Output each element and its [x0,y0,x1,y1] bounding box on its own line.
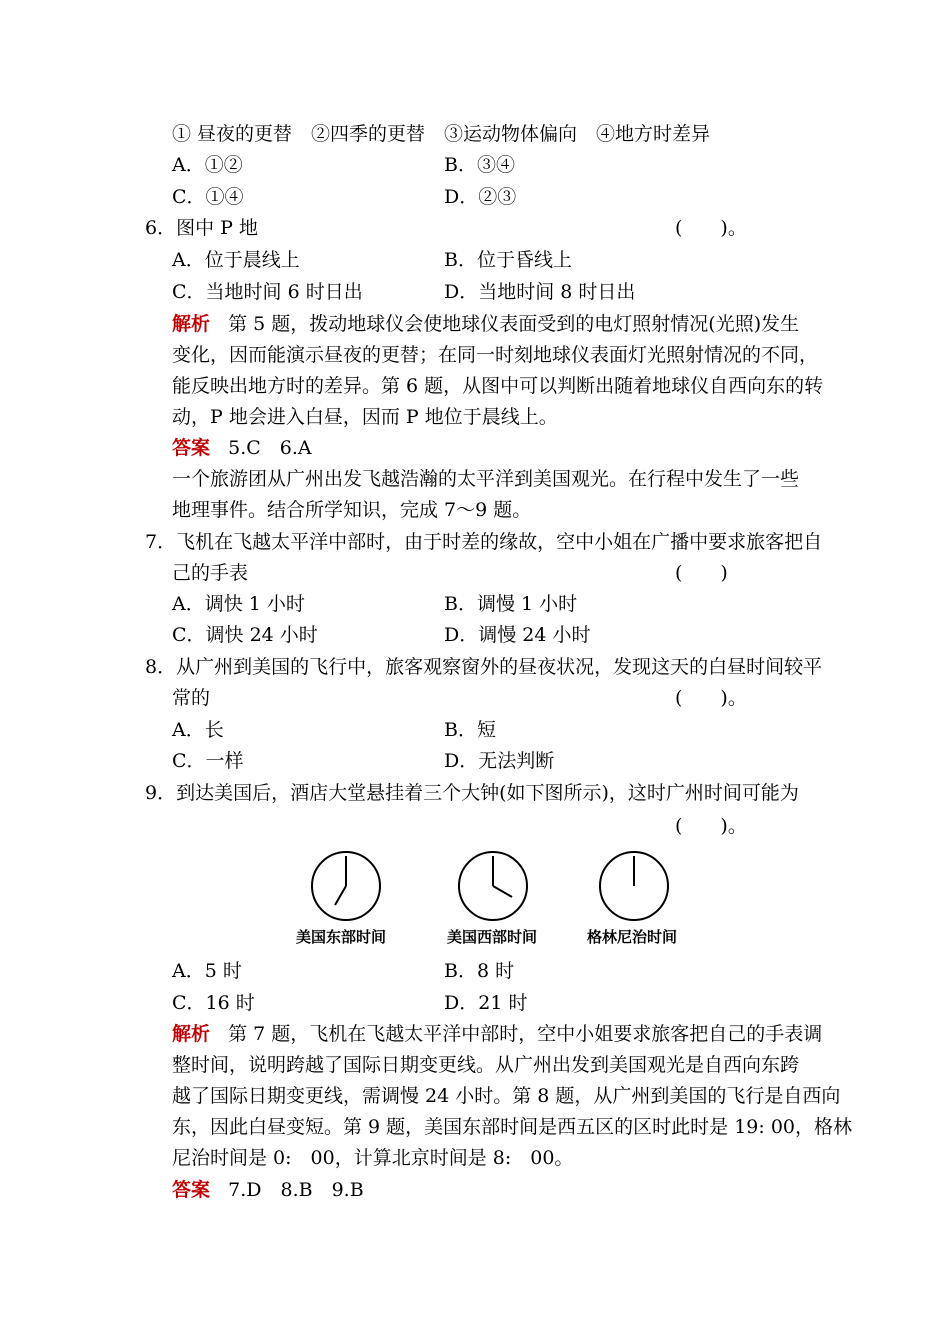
q9-option-c: C．16 时 [172,992,255,1014]
answer-2 [172,1178,364,1202]
clock-label-us-east: 美国东部时间 [296,928,387,946]
q9-option-b: B．8 时 [444,960,515,982]
answer-label: 答案 [172,437,211,459]
clock-face-us-west [455,848,531,924]
q7-option-c: C．调快 24 小时 [172,624,318,646]
q8-option-d: D．无法判断 [444,750,555,772]
clock-hour-hand [493,886,512,897]
analysis-2-line-5: 尼治时间是 0: 00，计算北京时间是 8: 00。 [172,1147,574,1169]
clock-hour-hand [335,886,346,905]
q6-option-d: D．当地时间 8 时日出 [444,281,636,303]
q5-option-b: B．③④ [444,154,515,176]
q5-items: ① 昼夜的更替 ②四季的更替 ③运动物体偏向 ④地方时差异 [172,123,711,145]
analysis-text: 第 5 题，拨动地球仪会使地球仪表面受到的电灯照射情况(光照)发生 [228,313,800,335]
q8-stem-line-2: 常的 [172,687,211,709]
q7-option-a: A．调快 1 小时 [172,593,305,615]
q7-option-b: B．调慢 1 小时 [444,593,578,615]
answer-text: 5.C 6.A [228,437,312,459]
q6-answer-blank: ( )。 [675,217,747,239]
clock-face-us-east [308,848,384,924]
analysis-1-line-1 [172,312,799,336]
clock-label-greenwich: 格林尼治时间 [587,928,678,946]
q6-option-a: A．位于晨线上 [172,249,300,271]
q7-answer-blank: ( ) [675,562,728,584]
q6-stem: 6．图中 P 地 [145,217,258,239]
analysis-2-line-4: 东，因此白昼变短。第 9 题，美国东部时间是西五区的区时此时是 19: 00，格林 [172,1116,853,1138]
analysis-label: 解析 [172,1023,211,1045]
intro-line-1: 一个旅游团从广州出发飞越浩瀚的太平洋到美国观光。在行程中发生了一些 [172,468,800,490]
q8-answer-blank: ( )。 [675,687,747,709]
q5-option-c: C．①④ [172,186,244,208]
intro-line-2: 地理事件。结合所学知识，完成 7～9 题。 [172,499,532,521]
analysis-label: 解析 [172,313,211,335]
clock-label-us-west: 美国西部时间 [447,928,538,946]
q5-option-d: D．②③ [444,186,517,208]
answer-label: 答案 [172,1179,211,1201]
analysis-1-line-4: 动，P 地会进入白昼，因而 P 地位于晨线上。 [172,406,558,428]
q8-option-b: B．短 [444,719,496,741]
analysis-2-line-2: 整时间，说明跨越了国际日期变更线。从广州出发到美国观光是自西向东跨 [172,1054,800,1076]
clock-us-west [455,848,531,929]
q8-option-a: A．长 [172,719,224,741]
q9-stem: 9．到达美国后，酒店大堂悬挂着三个大钟(如下图所示)，这时广州时间可能为 [145,782,799,804]
analysis-2-line-1 [172,1022,822,1046]
q9-answer-blank: ( )。 [675,815,747,837]
clock-greenwich [596,848,672,929]
q8-option-c: C．一样 [172,750,244,772]
analysis-2-line-3: 越了国际日期变更线，需调慢 24 小时。第 8 题，从广州到美国的飞行是自西向 [172,1085,841,1107]
q7-stem-line-2: 己的手表 [172,562,249,584]
answer-1 [172,436,312,460]
q5-option-a: A．①② [172,154,243,176]
q7-option-d: D．调慢 24 小时 [444,624,591,646]
analysis-1-line-3: 能反映出地方时的差异。第 6 题，从图中可以判断出随着地球仪自西向东的转 [172,375,824,397]
clock-us-east [308,848,384,929]
q9-option-d: D．21 时 [444,992,528,1014]
clock-face-greenwich [596,848,672,924]
answer-text: 7.D 8.B 9.B [228,1179,364,1201]
q9-option-a: A．5 时 [172,960,242,982]
q7-stem-line-1: 7．飞机在飞越太平洋中部时，由于时差的缘故，空中小姐在广播中要求旅客把自 [145,531,823,553]
analysis-text: 第 7 题，飞机在飞越太平洋中部时，空中小姐要求旅客把自己的手表调 [228,1023,823,1045]
q6-option-b: B．位于昏线上 [444,249,572,271]
analysis-1-line-2: 变化，因而能演示昼夜的更替；在同一时刻地球仪表面灯光照射情况的不同， [172,344,819,366]
q6-option-c: C．当地时间 6 时日出 [172,281,363,303]
q8-stem-line-1: 8．从广州到美国的飞行中，旅客观察窗外的昼夜状况，发现这天的白昼时间较平 [145,656,823,678]
